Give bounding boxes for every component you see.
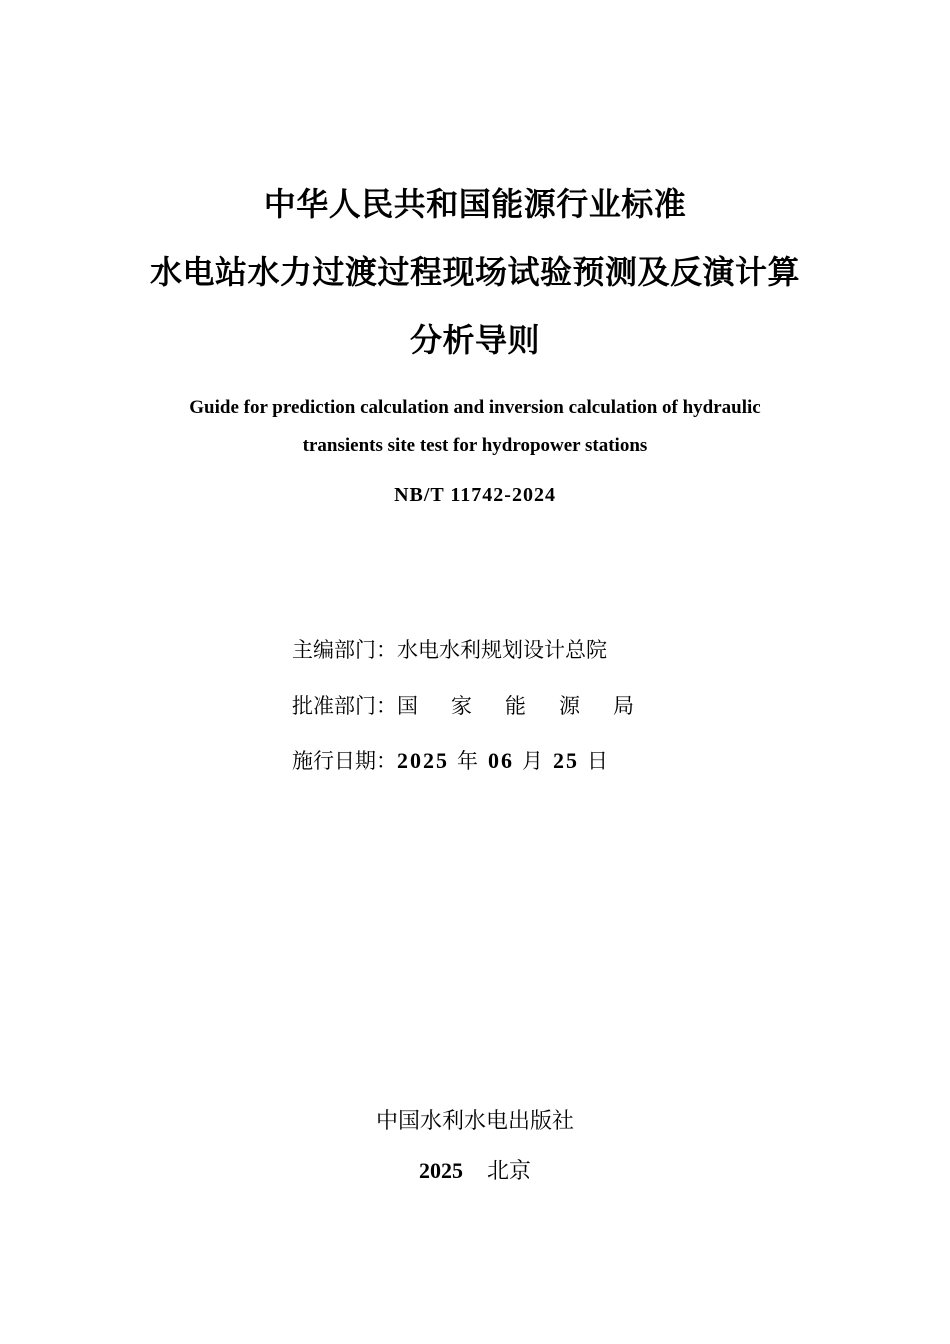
effective-day: 25 [553,748,579,773]
editor-label: 主编部门： [292,638,397,662]
approver-char: 国 [397,694,418,718]
publication-line [0,1156,950,1187]
effective-year: 2025 [397,748,449,773]
approver-row [292,692,634,720]
month-unit: 月 [522,749,543,773]
approver-value [397,692,634,720]
editor-row [292,636,607,664]
standard-category: 中华人民共和国能源行业标准 [263,185,687,223]
effective-date-label: 施行日期： [292,749,397,773]
publication-year: 2025 [418,1158,463,1183]
editor-value: 水电水利规划设计总院 [397,638,607,662]
year-unit: 年 [457,749,478,773]
effective-month: 06 [488,748,514,773]
approver-char: 源 [559,694,580,718]
effective-date-row [292,747,618,775]
english-title-line-1: Guide for prediction calculation and inversion calculation of hydraulic [189,397,761,418]
approver-char: 局 [613,694,634,718]
document-title-line-1: 水电站水力过渡过程现场试验预测及反演计算 [149,253,800,291]
approver-char: 家 [451,694,472,718]
publisher-name: 中国水利水电出版社 [375,1109,574,1134]
standard-code: NB/T 11742-2024 [394,484,556,506]
day-unit: 日 [587,749,608,773]
approver-label: 批准部门： [292,694,397,718]
approver-char: 能 [505,694,526,718]
publication-city: 北京 [486,1159,531,1184]
english-title-line-2: transients site test for hydropower stations [302,435,648,456]
document-title-line-2: 分析导则 [409,321,540,359]
